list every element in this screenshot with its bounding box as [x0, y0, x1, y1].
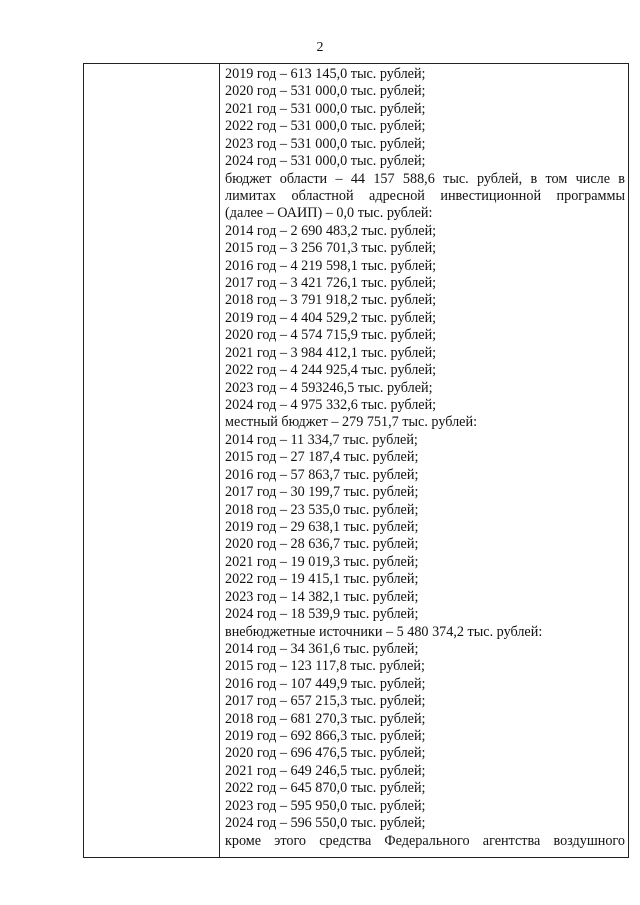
- funding-line: 2022 год – 645 870,0 тыс. рублей;: [225, 780, 426, 797]
- funding-line: 2021 год – 3 984 412,1 тыс. рублей;: [225, 344, 437, 361]
- funding-line: 2018 год – 681 270,3 тыс. рублей;: [225, 710, 426, 727]
- funding-line: 2018 год – 3 791 918,2 тыс. рублей;: [225, 292, 437, 309]
- funding-line: 2020 год – 28 636,7 тыс. рублей;: [225, 536, 419, 553]
- funding-line: 2024 год – 18 539,9 тыс. рублей;: [225, 606, 419, 623]
- funding-line: (далее – ОАИП) – 0,0 тыс. рублей:: [225, 205, 433, 222]
- funding-line: 2019 год – 29 638,1 тыс. рублей;: [225, 518, 419, 535]
- funding-line: 2022 год – 4 244 925,4 тыс. рублей;: [225, 362, 437, 379]
- funding-line: 2017 год – 30 199,7 тыс. рублей;: [225, 484, 419, 501]
- funding-line: 2020 год – 4 574 715,9 тыс. рублей;: [225, 327, 437, 344]
- funding-line: 2014 год – 34 361,6 тыс. рублей;: [225, 640, 419, 657]
- funding-line: 2014 год – 11 334,7 тыс. рублей;: [225, 431, 418, 448]
- funding-line: 2023 год – 4 593246,5 тыс. рублей;: [225, 379, 433, 396]
- funding-line: 2019 год – 692 866,3 тыс. рублей;: [225, 728, 426, 745]
- funding-line: 2016 год – 107 449,9 тыс. рублей;: [225, 675, 426, 692]
- funding-line: местный бюджет – 279 751,7 тыс. рублей:: [225, 414, 478, 431]
- funding-line: 2023 год – 595 950,0 тыс. рублей;: [225, 797, 426, 814]
- funding-line: 2021 год – 649 246,5 тыс. рублей;: [225, 762, 426, 779]
- funding-line: 2021 год – 531 000,0 тыс. рублей;: [225, 100, 426, 117]
- funding-line: 2020 год – 696 476,5 тыс. рублей;: [225, 745, 426, 762]
- funding-line: 2016 год – 57 863,7 тыс. рублей;: [225, 466, 419, 483]
- table-right-cell: [225, 66, 625, 857]
- funding-line: 2023 год – 14 382,1 тыс. рублей;: [225, 588, 419, 605]
- funding-line: 2019 год – 613 145,0 тыс. рублей;: [225, 66, 426, 82]
- funding-line: 2015 год – 123 117,8 тыс. рублей;: [225, 658, 425, 675]
- funding-line: 2017 год – 3 421 726,1 тыс. рублей;: [225, 275, 437, 292]
- funding-table: [83, 63, 629, 858]
- funding-line: 2020 год – 531 000,0 тыс. рублей;: [225, 83, 426, 100]
- funding-line: внебюджетные источники – 5 480 374,2 тыс. рублей:: [225, 623, 543, 640]
- funding-line: 2024 год – 531 000,0 тыс. рублей;: [225, 153, 426, 170]
- funding-line: 2024 год – 596 550,0 тыс. рублей;: [225, 815, 426, 832]
- funding-line: 2022 год – 19 415,1 тыс. рублей;: [225, 571, 419, 588]
- funding-line: 2015 год – 27 187,4 тыс. рублей;: [225, 449, 419, 466]
- page-number: 2: [316, 40, 324, 55]
- funding-line: 2018 год – 23 535,0 тыс. рублей;: [225, 501, 419, 518]
- column-divider: [219, 64, 220, 857]
- funding-line: кроме этого средства Федерального агентства воздушного: [225, 832, 625, 849]
- funding-line: 2021 год – 19 019,3 тыс. рублей;: [225, 553, 419, 570]
- funding-line: 2016 год – 4 219 598,1 тыс. рублей;: [225, 257, 437, 274]
- funding-line: 2017 год – 657 215,3 тыс. рублей;: [225, 693, 426, 710]
- funding-line: 2015 год – 3 256 701,3 тыс. рублей;: [225, 240, 437, 257]
- funding-line: 2022 год – 531 000,0 тыс. рублей;: [225, 118, 426, 135]
- funding-line: 2024 год – 4 975 332,6 тыс. рублей;: [225, 397, 437, 414]
- funding-line: бюджет области – 44 157 588,6 тыс. рублей, в том числе в: [225, 170, 625, 187]
- funding-line: 2014 год – 2 690 483,2 тыс. рублей;: [225, 222, 437, 239]
- funding-line: лимитах областной адресной инвестиционной программы: [225, 187, 625, 204]
- funding-line: 2023 год – 531 000,0 тыс. рублей;: [225, 135, 426, 152]
- funding-line: 2019 год – 4 404 529,2 тыс. рублей;: [225, 309, 437, 326]
